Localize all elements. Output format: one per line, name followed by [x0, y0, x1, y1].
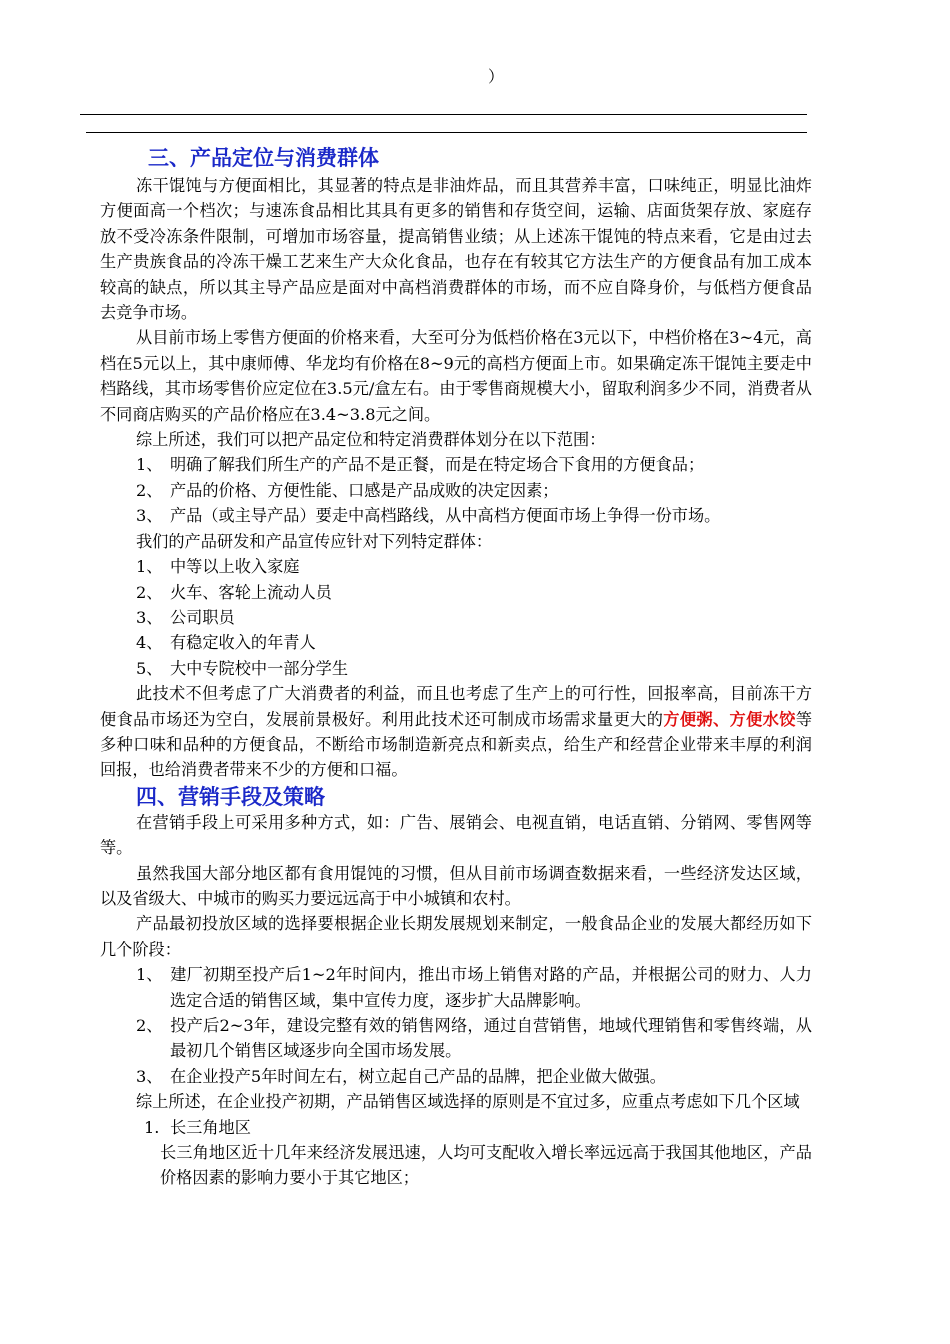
section-3-paragraph-2: 从目前市场上零售方便面的价格来看，大至可分为低档价格在3元以下，中档价格在3~4元，高档在5元以上，其中康师傅、华龙均有价格在8~9元的高档方便面上市。如果确定冻干馄饨主要走中档路线，其市场零售价应定位在3.5元/盒左右。由于零售商规模大小，留取利润多少不同，消费者从不同商店购买的产品价格应在3.4~3.8元之间。 [100, 328, 812, 424]
region-body: 长三角地区近十几年来经济发展迅速，人均可支配收入增长率远远高于我国其他地区，产品价格因素的影响力要小于其它地区； [160, 1143, 812, 1188]
position-item: 2、 产品的价格、方便性能、口感是产品成败的决定因素； [136, 480, 559, 500]
stage-item: 1、 建厂初期至投产后1~2年时间内，推出市场上销售对路的产品，并根据公司的财力、人力选定合适的销售区域，集中宣传力度，逐步扩大品牌影响。 [136, 965, 812, 1010]
highlighted-products: 方便粥、方便水饺 [663, 709, 796, 729]
section-4-paragraph-3: 产品最初投放区域的选择要根据企业长期发展规划来制定，一般食品企业的发展大都经历如下几个阶段： [100, 914, 812, 959]
section-4-paragraph-1: 在营销手段上可采用多种方式，如：广告、展销会、电视直销，电话直销、分销网、零售网等等。 [100, 812, 812, 858]
header-mark: ） [488, 67, 505, 86]
section-3-paragraph-1: 冻干馄饨与方便面相比，其显著的特点是非油炸品，而且其营养丰富，口味纯正，明显比油炸方便面高一个档次；与速冻食品相比其具有更多的销售和存货空间，运输、店面货架存放、家庭存放不受冷冻条件限制，可增加市场容量，提高销售业绩；从上述冻干馄饨的特点来看，它是由过去生产贵族食品的冷冻干燥工艺来生产大众化食品，也存在有较其它方法生产的方便食品有加工成本较高的缺点，所以其主导产品应是面对中高档消费群体的市场，而不应自降身价，与低档方便食品去竞争市场。 [100, 176, 812, 323]
header-rule-top [80, 114, 807, 115]
target-group-item: 2、 火车、客轮上流动人员 [136, 582, 332, 602]
section-3-paragraph-4: 我们的产品研发和产品宣传应针对下列特定群体： [136, 531, 493, 551]
stage-item: 3、 在企业投产5年时间左右，树立起自己产品的品牌，把企业做大做强。 [136, 1066, 666, 1086]
target-group-item: 5、 大中专院校中一部分学生 [136, 658, 349, 678]
target-group-item: 1、 中等以上收入家庭 [136, 557, 300, 577]
section-4-title: 四、营销手段及策略 [136, 783, 325, 809]
target-group-item: 3、 公司职员 [136, 607, 235, 627]
section-3-title: 三、产品定位与消费群体 [148, 145, 379, 170]
document-body [100, 143, 812, 1191]
section-4-paragraph-4: 综上所述，在企业投产初期，产品销售区域选择的原则是不宜过多，应重点考虑如下几个区域 [136, 1092, 800, 1112]
header-rule-bottom [86, 132, 807, 133]
section-4-paragraph-2: 虽然我国大部分地区都有食用馄饨的习惯，但从目前市场调查数据来看，一些经济发达区域，以及省级大、中城市的购买力要远远高于中小城镇和农村。 [100, 863, 812, 908]
position-item: 3、 产品（或主导产品）要走中高档路线，从中高档方便面市场上争得一份市场。 [136, 506, 721, 526]
target-group-item: 4、 有稳定收入的年青人 [136, 633, 316, 653]
region-heading: 1. 长三角地区 [144, 1117, 251, 1137]
section-3-paragraph-5: 此技术不但考虑了广大消费者的利益，而且也考虑了生产上的可行性，回报率高，目前冻干方便食品市场还为空白，发展前景极好。利用此技术还可制成市场需求量更大的方便粥、方便水饺等多种口味和品种的方便食品，不断给市场制造新亮点和新卖点，给生产和经营企业带来丰厚的利润回报，也给消费者带来不少的方便和口福。 [100, 684, 813, 780]
stage-item: 2、 投产后2~3年，建设完整有效的销售网络，通过自营销售，地域代理销售和零售终端，从最初几个销售区域逐步向全国市场发展。 [136, 1016, 812, 1061]
position-item: 1、 明确了解我们所生产的产品不是正餐，而是在特定场合下食用的方便食品； [136, 455, 705, 475]
section-3-paragraph-3: 综上所述，我们可以把产品定位和特定消费群体划分在以下范围： [136, 430, 606, 450]
